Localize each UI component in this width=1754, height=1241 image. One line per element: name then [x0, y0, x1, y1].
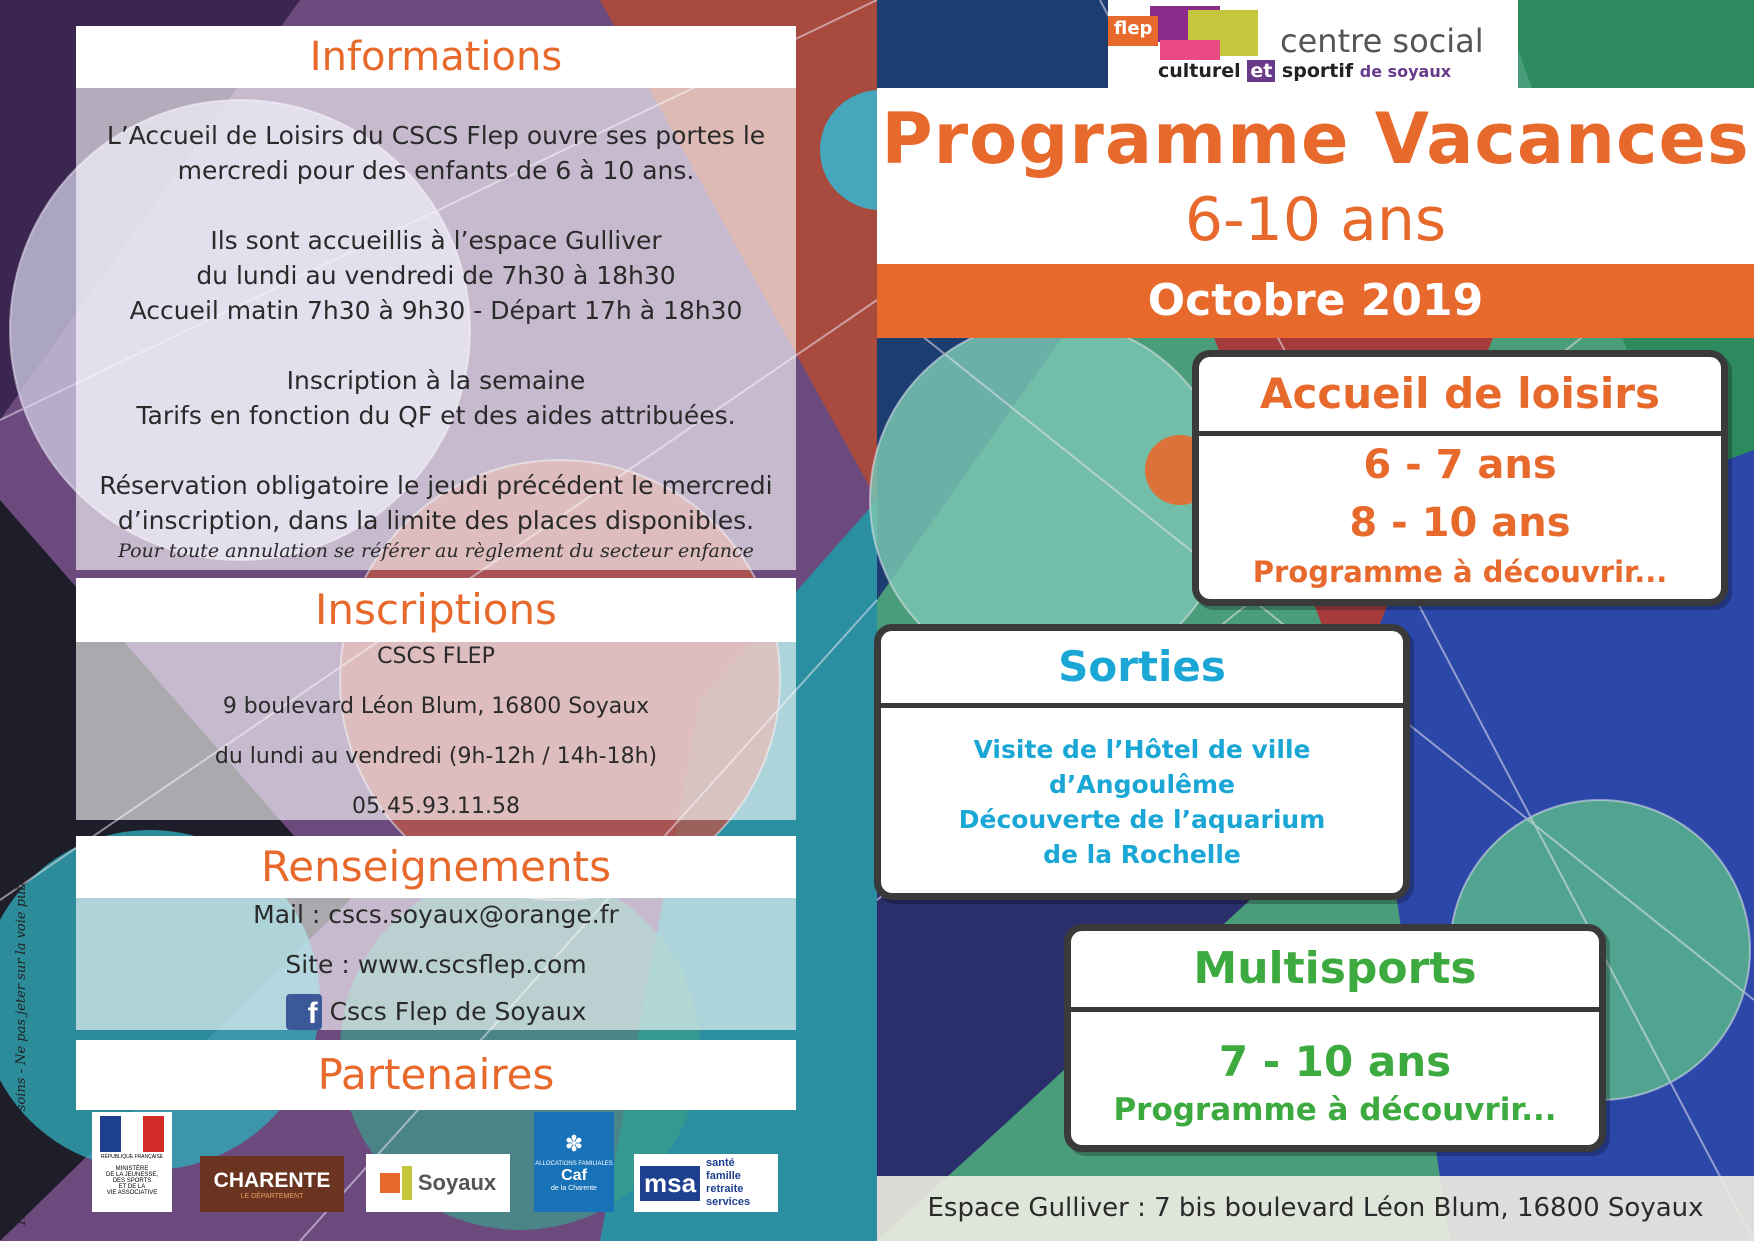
- info-p3-l2: Tarifs en fonction du QF et des aides attribuées.: [136, 401, 736, 430]
- accueil-age1: 6 - 7 ans: [1363, 442, 1557, 488]
- accueil-prog: Programme à découvrir...: [1252, 555, 1668, 589]
- info-p3-l1: Inscription à la semaine: [286, 366, 586, 395]
- age-range: 6-10 ans: [1184, 185, 1447, 255]
- sorties-l4: de la Rochelle: [1043, 840, 1241, 869]
- date-banner: [877, 264, 1754, 338]
- partenaires-header: [76, 1040, 796, 1110]
- multisports-age: 7 - 10 ans: [1218, 1037, 1452, 1086]
- sorties-separator: [881, 703, 1403, 708]
- ministere-l2: DE LA JEUNESSE,: [105, 1172, 159, 1178]
- contact-mail[interactable]: Mail : cscs.soyaux@orange.fr: [253, 900, 619, 929]
- sorties-l2: d’Angoulême: [1049, 770, 1235, 799]
- info-p4-l1: Réservation obligatoire le jeudi précédent le mercredi: [99, 471, 773, 500]
- inscriptions-address: 9 boulevard Léon Blum, 16800 Soyaux: [222, 694, 650, 719]
- soyaux-label: Soyaux: [417, 1170, 497, 1195]
- caf-logo: [534, 1112, 614, 1212]
- facebook-label: Cscs Flep de Soyaux: [329, 997, 587, 1026]
- logo-de-soyaux: de soyaux: [1359, 62, 1452, 81]
- footer-address: Espace Gulliver : 7 bis boulevard Léon Blum, 16800 Soyaux: [927, 1193, 1704, 1223]
- info-p2-l1: Ils sont accueillis à l’espace Gulliver: [210, 226, 662, 255]
- contact-site[interactable]: Site : www.cscsflep.com: [285, 950, 587, 979]
- logo-sportif: sportif: [1281, 60, 1354, 82]
- informations-body: [76, 88, 796, 570]
- side-note: Imprimé par nos soins - Ne pas jeter sur la voie publique: [14, 849, 29, 1225]
- footer-bar: [877, 1176, 1754, 1241]
- caf-people-icon: ✽: [564, 1130, 584, 1156]
- msa-logo: [634, 1154, 778, 1212]
- republique-label: RÉPUBLIQUE FRANÇAISE: [100, 1154, 164, 1160]
- ministere-l1: MINISTÈRE: [115, 1166, 149, 1172]
- ministere-logo: [92, 1112, 172, 1212]
- info-p1-l1: L’Accueil de Loisirs du CSCS Flep ouvre ses portes le: [106, 121, 766, 150]
- inscriptions-hours: du lundi au vendredi (9h-12h / 14h-18h): [214, 744, 658, 769]
- facebook-link[interactable]: [76, 994, 796, 1030]
- info-p1-l2: mercredi pour des enfants de 6 à 10 ans.: [177, 156, 695, 185]
- caf-sub: de la Charente: [551, 1184, 597, 1192]
- partenaires-title: Partenaires: [317, 1050, 555, 1099]
- charente-label: CHARENTE: [213, 1168, 331, 1192]
- msa-w4: services: [706, 1196, 751, 1208]
- accueil-age2: 8 - 10 ans: [1349, 500, 1571, 546]
- date-label: Octobre 2019: [1147, 275, 1484, 326]
- msa-w2: famille: [706, 1170, 741, 1182]
- info-p2-l2: du lundi au vendredi de 7h30 à 18h30: [196, 261, 676, 290]
- ministere-l5: VIE ASSOCIATIVE: [106, 1190, 158, 1196]
- inscriptions-header: [76, 578, 796, 642]
- accueil-title: Accueil de loisirs: [1259, 369, 1661, 418]
- caf-top: ALLOCATIONS FAMILIALES: [535, 1160, 613, 1167]
- multisports-prog: Programme à découvrir...: [1113, 1092, 1557, 1128]
- logo-culturel: culturel: [1158, 60, 1241, 82]
- sorties-card: [874, 624, 1410, 900]
- inscriptions-title: Inscriptions: [315, 585, 557, 634]
- ministere-l4: ET DE LA: [118, 1184, 146, 1190]
- renseignements-body: [76, 898, 796, 1030]
- msa-w3: retraite: [706, 1183, 744, 1195]
- renseignements-title: Renseignements: [261, 842, 611, 891]
- logo-et: et: [1247, 60, 1275, 82]
- informations-header: [76, 26, 796, 88]
- inscriptions-phone: 05.45.93.11.58: [352, 794, 520, 819]
- info-p2-l3: Accueil matin 7h30 à 9h30 - Départ 17h à 18h30: [129, 296, 743, 325]
- informations-title: Informations: [309, 34, 563, 80]
- info-p4-l2: d’inscription, dans la limite des places disponibles.: [117, 506, 755, 535]
- program-header: [877, 88, 1754, 264]
- sorties-l3: Découverte de l’aquarium: [958, 805, 1326, 834]
- multisports-separator: [1071, 1007, 1599, 1012]
- ministere-l3: DES SPORTS: [112, 1178, 152, 1184]
- renseignements-header: [76, 836, 796, 898]
- multisports-card: [1064, 924, 1606, 1152]
- facebook-icon: f: [286, 994, 322, 1030]
- soyaux-logo: [366, 1154, 510, 1212]
- info-note: Pour toute annulation se référer au règlement du secteur enfance: [118, 540, 754, 562]
- centre-social-logo: [1108, 0, 1518, 88]
- inscriptions-body: [76, 642, 796, 820]
- multisports-title: Multisports: [1193, 943, 1477, 994]
- sorties-l1: Visite de l’Hôtel de ville: [973, 735, 1311, 764]
- flep-wordmark: flep: [1114, 18, 1153, 39]
- charente-logo: [200, 1156, 344, 1212]
- inscriptions-name: CSCS FLEP: [377, 644, 495, 669]
- logo-line1: centre social: [1280, 22, 1484, 60]
- msa-label: msa: [640, 1166, 700, 1201]
- sorties-title: Sorties: [1058, 642, 1226, 691]
- charente-sub: LE DÉPARTEMENT: [240, 1192, 304, 1200]
- caf-label: Caf: [561, 1166, 587, 1184]
- accueil-card: [1192, 350, 1728, 606]
- msa-w1: santé: [706, 1157, 735, 1169]
- page-title: Programme Vacances: [881, 98, 1750, 180]
